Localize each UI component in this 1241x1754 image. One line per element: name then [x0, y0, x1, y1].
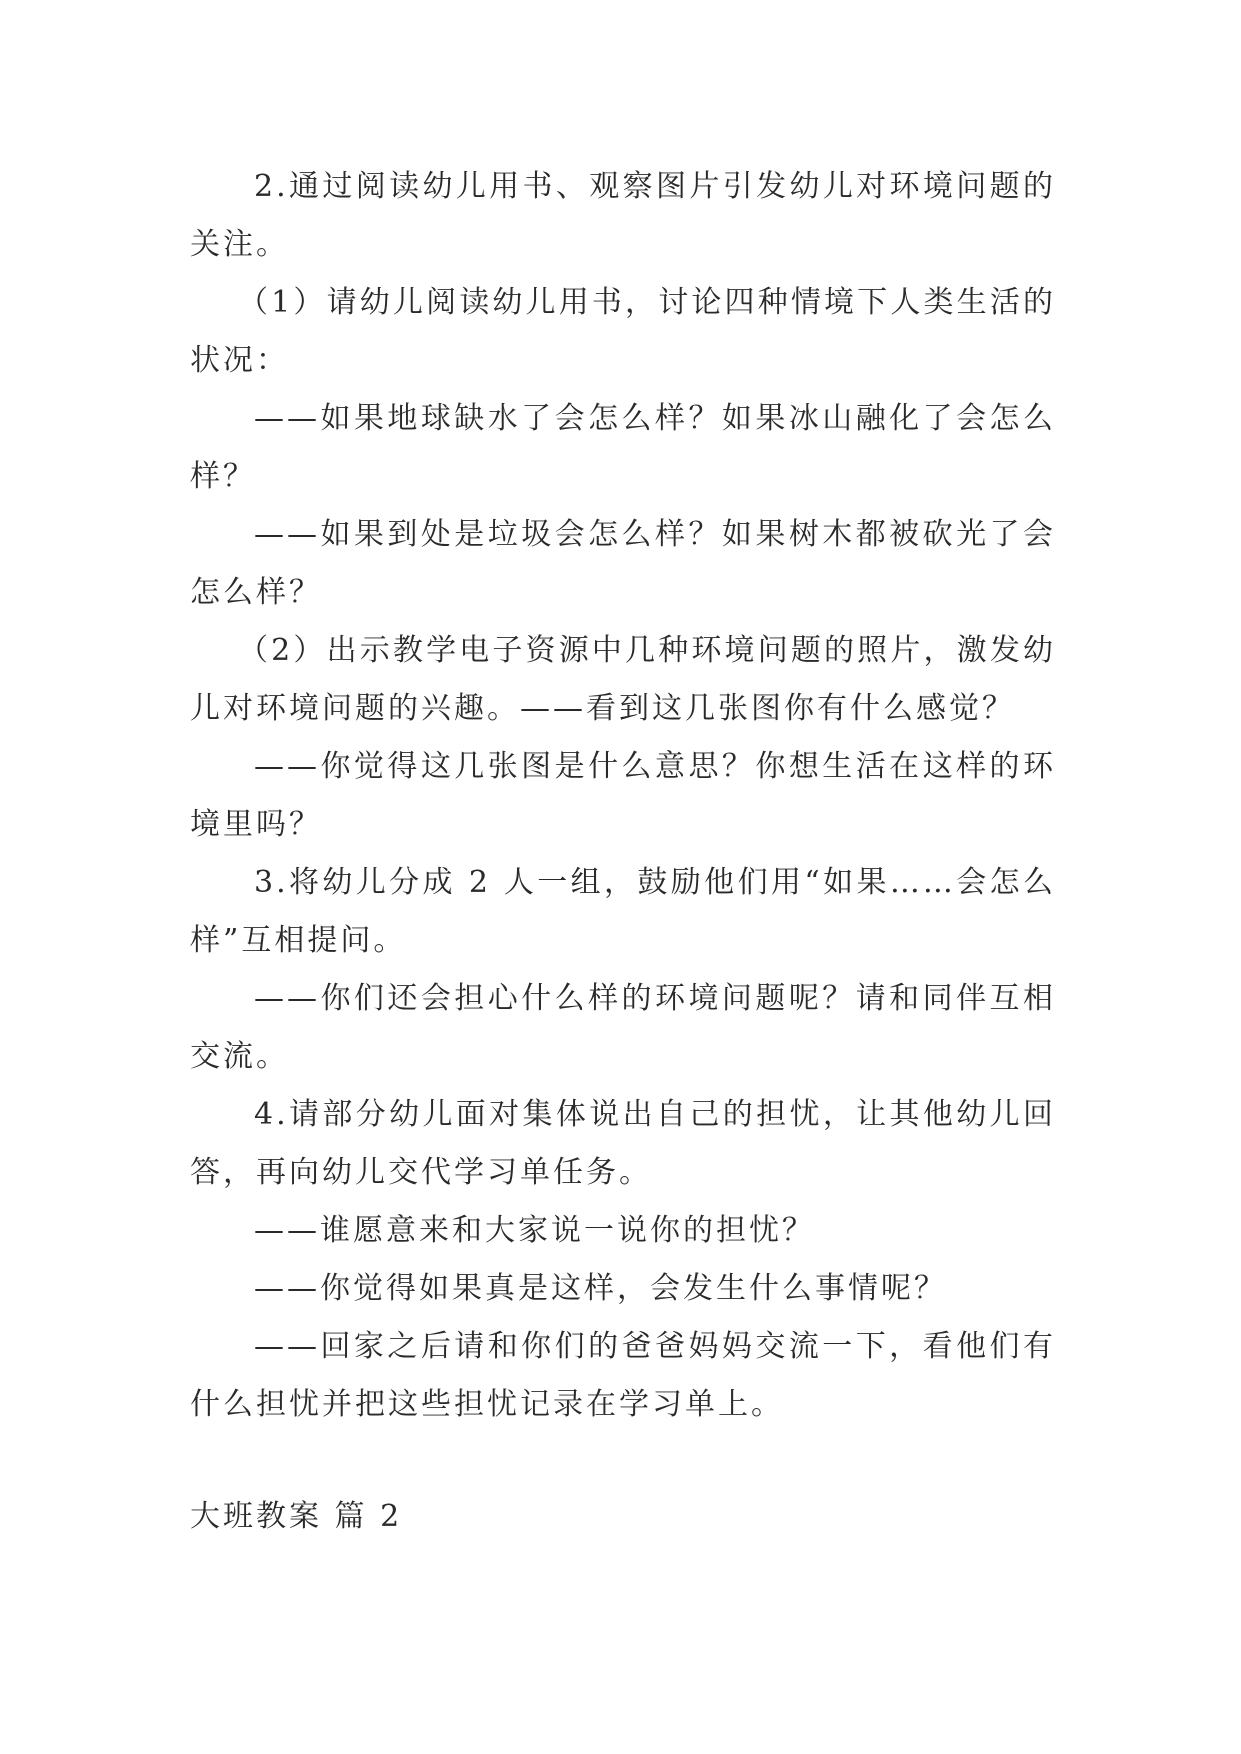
paragraph-question-home: ——回家之后请和你们的爸爸妈妈交流一下，看他们有什么担忧并把这些担忧记录在学习单上。 — [190, 1329, 1056, 1422]
section-heading: 大班教案 篇 2 — [190, 1499, 403, 1534]
paragraph-question-garbage: ——如果到处是垃圾会怎么样？如果树木都被砍光了会怎么样？ — [190, 517, 1056, 610]
paragraph-question-volunteer: ——谁愿意来和大家说一说你的担忧？ — [254, 1213, 815, 1248]
paragraph-question-consequence: ——你觉得如果真是这样，会发生什么事情呢？ — [254, 1271, 947, 1306]
paragraph-step-2-2: （2）出示教学电子资源中几种环境问题的照片，激发幼儿对环境问题的兴趣。——看到这几张图你有什么感觉？ — [190, 633, 1056, 726]
document-body — [190, 158, 1056, 1434]
paragraph-question-worry: ——你们还会担心什么样的环境问题呢？请和同伴互相交流。 — [190, 981, 1056, 1074]
paragraph-step-2: 2.通过阅读幼儿用书、观察图片引发幼儿对环境问题的关注。 — [190, 169, 1056, 262]
paragraph-step-3: 3.将幼儿分成 2 人一组，鼓励他们用“如果……会怎么样”互相提问。 — [190, 865, 1056, 958]
paragraph-question-water: ——如果地球缺水了会怎么样？如果冰山融化了会怎么样？ — [190, 401, 1056, 494]
paragraph-step-2-1: （1）请幼儿阅读幼儿用书，讨论四种情境下人类生活的状况： — [190, 285, 1056, 378]
paragraph-question-meaning: ——你觉得这几张图是什么意思？你想生活在这样的环境里吗？ — [190, 749, 1056, 842]
paragraph-step-4: 4.请部分幼儿面对集体说出自己的担忧，让其他幼儿回答，再向幼儿交代学习单任务。 — [190, 1097, 1056, 1190]
